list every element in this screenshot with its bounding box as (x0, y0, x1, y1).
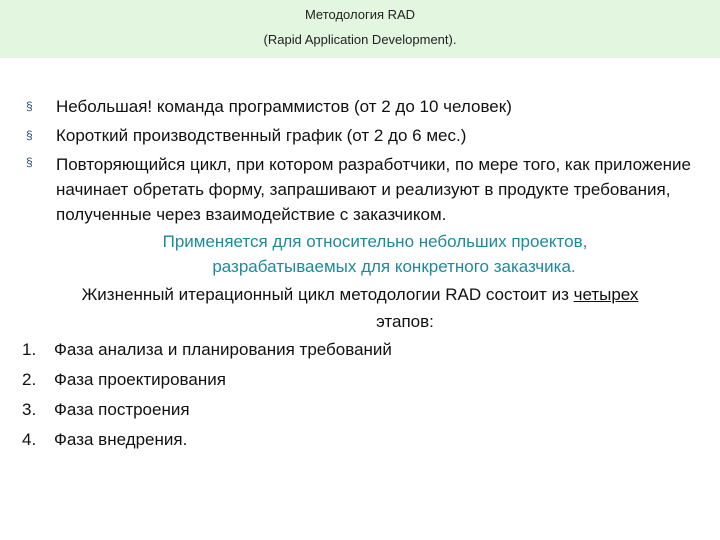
usage-note-line-1: Применяется для относительно небольших проектов, (162, 232, 588, 251)
phase-list (0, 335, 720, 455)
list-item-text: Повторяющийся цикл, при котором разработчики, по мере того, как приложение начинает обретать форму, запрашивают и реализуют в продукте требования, полученные через взаимодействие с заказчиком. (56, 155, 692, 224)
list-item-text: Небольшая! команда программистов (от 2 до 10 человек) (56, 97, 512, 116)
phase-label: Фаза проектирования (54, 370, 226, 389)
list-item (0, 335, 720, 365)
slide-header (0, 0, 720, 58)
list-item (0, 150, 720, 229)
phase-label: Фаза анализа и планирования требований (54, 340, 392, 359)
bullet-marker-icon: § (26, 128, 33, 142)
lifecycle-statement (0, 281, 720, 335)
phase-number: 1. (22, 340, 37, 359)
lifecycle-line-1 (0, 281, 720, 308)
usage-note (0, 229, 720, 279)
lifecycle-count: четырех (573, 285, 639, 304)
phase-number: 2. (22, 370, 37, 389)
list-item-text: Короткий производственный график (от 2 до 6 мес.) (56, 126, 467, 145)
lifecycle-line-2 (0, 308, 720, 335)
slide-subtitle: (Rapid Application Development). (263, 32, 457, 47)
phase-label: Фаза построения (54, 400, 190, 419)
list-item (0, 365, 720, 395)
list-item (0, 92, 720, 121)
list-item (0, 425, 720, 455)
phase-number: 4. (22, 430, 37, 449)
list-item (0, 395, 720, 425)
feature-list (0, 92, 720, 229)
bullet-marker-icon: § (26, 99, 33, 113)
slide-title: Методология RAD (304, 7, 416, 22)
phase-number: 3. (22, 400, 37, 419)
lifecycle-stages-word: этапов: (376, 312, 434, 331)
usage-note-line-2: разрабатываемых для конкретного заказчика. (212, 257, 576, 276)
phase-label: Фаза внедрения. (54, 430, 188, 449)
slide-body (0, 92, 720, 455)
lifecycle-text: Жизненный итерационный цикл методологии RAD состоит из (81, 285, 574, 304)
list-item (0, 121, 720, 150)
bullet-marker-icon: § (26, 155, 33, 169)
